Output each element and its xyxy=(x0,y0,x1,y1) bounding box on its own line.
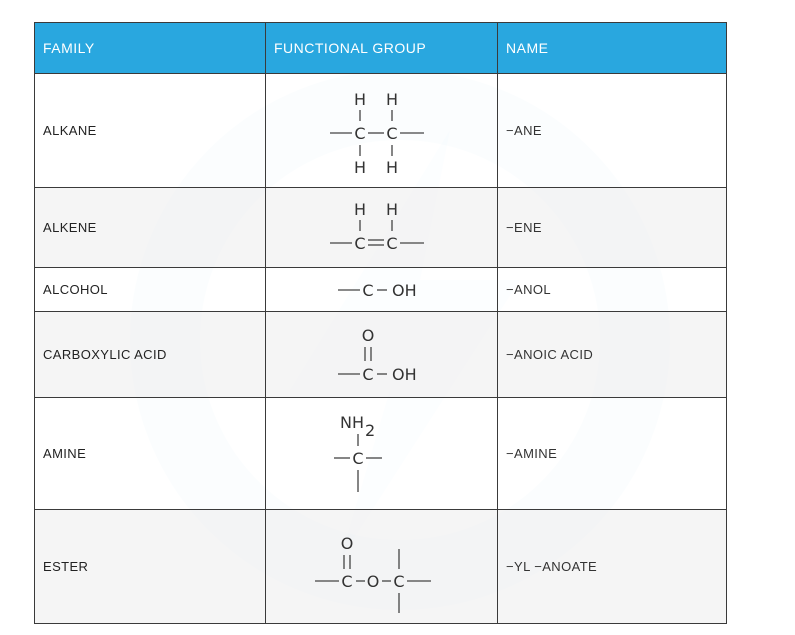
hydrogen-atom: H xyxy=(385,199,398,219)
header-functional-group: FUNCTIONAL GROUP xyxy=(266,23,498,74)
family-cell: AMINE xyxy=(35,398,266,510)
name-cell: −ANOL xyxy=(498,268,727,312)
name-cell: −ANOIC ACID xyxy=(498,312,727,398)
functional-group-cell xyxy=(266,510,498,624)
table-row xyxy=(35,510,727,624)
family-cell: ESTER xyxy=(35,510,266,624)
family-cell: ALCOHOL xyxy=(35,268,266,312)
hydroxyl-group: OH xyxy=(391,364,417,384)
functional-group-cell xyxy=(266,188,498,268)
alkane-structure xyxy=(322,81,442,181)
table-row xyxy=(35,74,727,188)
name-cell: −ENE xyxy=(498,188,727,268)
family-cell: CARBOXYLIC ACID xyxy=(35,312,266,398)
hydrogen-atom: H xyxy=(353,199,366,219)
hydrogen-atom: H xyxy=(353,89,366,109)
alkene-structure xyxy=(322,195,442,261)
oxygen-atom: O xyxy=(366,571,379,591)
functional-group-cell xyxy=(266,74,498,188)
functional-groups-table xyxy=(34,22,727,624)
functional-group-cell xyxy=(266,268,498,312)
carbon-atom: C xyxy=(361,280,374,300)
oxygen-atom: O xyxy=(361,325,374,345)
carboxylic-acid-structure xyxy=(322,319,442,391)
carbon-atom: C xyxy=(340,571,353,591)
carbon-atom: C xyxy=(361,364,374,384)
functional-group-cell xyxy=(266,398,498,510)
alcohol-structure xyxy=(322,275,442,305)
header-name: NAME xyxy=(498,23,727,74)
hydrogen-atom: H xyxy=(385,157,398,177)
amine-structure xyxy=(322,406,442,502)
table-row xyxy=(35,268,727,312)
carbon-atom: C xyxy=(392,571,405,591)
hydrogen-atom: H xyxy=(385,89,398,109)
hydroxyl-group: OH xyxy=(391,280,417,300)
amine-group: NH xyxy=(339,412,364,432)
header-row xyxy=(35,23,727,74)
carbon-atom: C xyxy=(351,448,364,468)
hydrogen-atom: H xyxy=(353,157,366,177)
name-cell: −AMINE xyxy=(498,398,727,510)
carbon-atom: C xyxy=(353,233,366,253)
carbon-atom: C xyxy=(385,233,398,253)
carbon-atom: C xyxy=(353,123,366,143)
name-cell: −ANE xyxy=(498,74,727,188)
name-cell: −YL −ANOATE xyxy=(498,510,727,624)
carbon-atom: C xyxy=(385,123,398,143)
oxygen-atom: O xyxy=(340,533,353,553)
header-family: FAMILY xyxy=(35,23,266,74)
table-row xyxy=(35,398,727,510)
family-cell: ALKENE xyxy=(35,188,266,268)
functional-group-cell xyxy=(266,312,498,398)
amine-subscript: 2 xyxy=(364,420,375,440)
table-row xyxy=(35,312,727,398)
table-row xyxy=(35,188,727,268)
family-cell: ALKANE xyxy=(35,74,266,188)
ester-structure xyxy=(307,517,457,617)
